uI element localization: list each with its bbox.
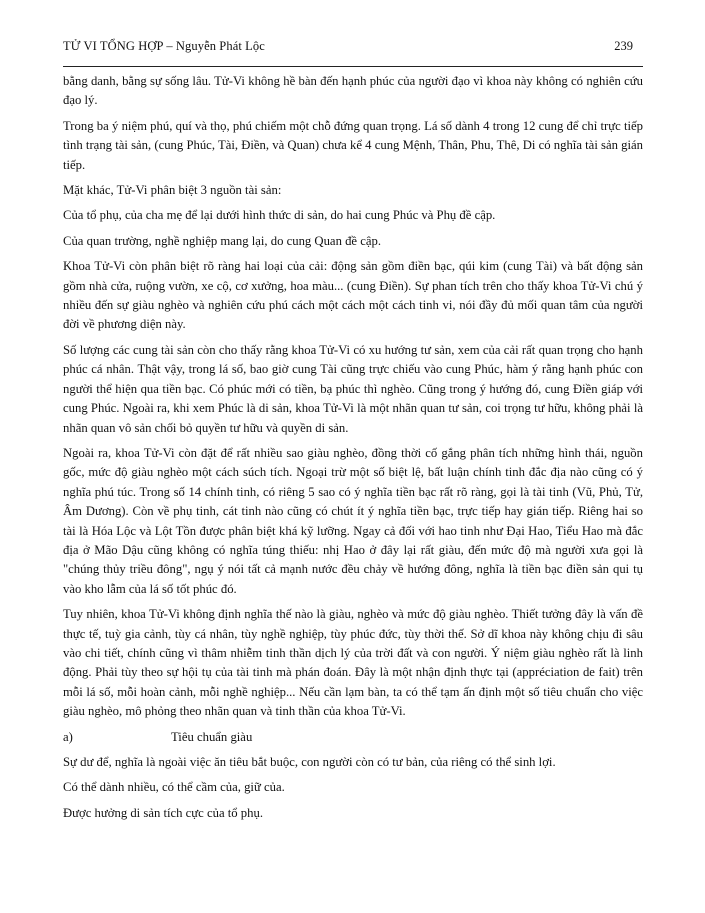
book-title: TỬ VI TỔNG HỢP – Nguyễn Phát Lộc xyxy=(63,39,265,53)
paragraph: Ngoài ra, khoa Tử-Vi còn đặt để rất nhiều sao giàu nghèo, đồng thời cố gắng phân tích những hình thái, nguồn gốc, mức độ giàu nghèo một cách súch tích. Ngoại trừ một số biệt lệ, bất luận chính tinh đắc địa nào cũng có ý nghĩa phú túc. Trong số 14 chính tinh, có riêng 5 sao có ý nghĩa tiền bạc rất rõ ràng, gọi là tài tinh (Vũ, Phủ, Tử, Âm Dương). Còn về phụ tinh, cát tinh nào cũng có chút ít ý nghĩa tiền bạc, trực tiếp hay gián tiếp. Riêng hai so tài là Hóa Lộc và Lột Tồn được phân biệt khá kỹ lưỡng. Ngay cả đối với hao tinh như Đại Hao, Tiểu Hao mà đắc địa ở Mão Dậu cũng không có nghĩa túng thiếu: nhị Hao ở đây lại rất giàu, đến mức độ mà người xưa gọi là "chúng thủy triều đông", ngụ ý nói tất cả mạnh nước đều chảy về hướng đông, nghĩa là tiền bạc điền sản qui tụ vào kho lẫm của lá số tốt phúc đó. xyxy=(63,445,643,596)
page-number: 239 xyxy=(614,39,633,53)
paragraph: Có thể dành nhiều, có thể cầm của, giữ của. xyxy=(63,780,285,795)
body-text xyxy=(63,72,643,823)
paragraph: Của quan trường, nghề nghiệp mang lại, do cung Quan đề cập. xyxy=(63,233,382,248)
paragraph: bằng danh, bằng sự sống lâu. Tử-Vi không hề bàn đến hạnh phúc của người đạo vì khoa này không có nghiên cứu đạo lý. xyxy=(63,74,643,108)
list-marker: a) xyxy=(63,729,73,744)
paragraph: Mặt khác, Tử-Vi phân biệt 3 nguồn tài sản: xyxy=(63,183,282,198)
list-heading-text: Tiêu chuẩn giàu xyxy=(171,729,253,744)
list-heading xyxy=(63,728,643,747)
paragraph: Của tổ phụ, của cha mẹ để lại dưới hình thức di sản, do hai cung Phúc và Phụ đề cập. xyxy=(63,208,496,223)
running-header xyxy=(63,38,643,67)
document-page xyxy=(63,38,643,829)
paragraph: Sự dư để, nghĩa là ngoài việc ăn tiêu bắt buộc, con người còn có tư bản, của riêng có thể sinh lợi. xyxy=(63,755,556,769)
paragraph: Số lượng các cung tài sản còn cho thấy rằng khoa Tử-Vi có xu hướng tư sản, xem của cải rất quan trọng cho hạnh phúc cá nhân. Thật vậy, trong lá số, bao giờ cung Tài cũng trực chiếu vào cung Phúc, hàm ý rằng hạnh phúc con người thể hiện qua tiền bạc. Có phúc mới có tiền, bạ phúc thì nghèo. Cũng trong ý hướng đó, cung Điền giáp với cung Phúc. Ngoài ra, khi xem Phúc là di sản, khoa Tử-Vi là một nhãn quan tư sản, coi trọng tư hữu, không phải là nhãn quan vô sản chối bỏ quyền tư hữu và quyền di sản. xyxy=(63,342,643,435)
paragraph: Tuy nhiên, khoa Tử-Vi không định nghĩa thế nào là giàu, nghèo và mức độ giàu nghèo. Thiết tưởng đây là vấn đề thực tế, tuỳ gia cảnh, tùy cá nhân, tùy nghề nghiệp, tùy phúc đức, tùy thời thế. Sở dĩ khoa này không chịu đi sâu vào chi tiết, chính cũng vì thâm nhiễm tinh thần dịch lý của trời đất và con người. Ý niệm giàu nghèo rất là linh động. Phải tùy theo sự hội tụ của tài tinh mà phán đoán. Đây là một nhận định thực tại (appréciation de fait) trên mỗi lá số, mỗi hoàn cảnh, mỗi nghề nghiệp... Nếu cần lạm bàn, ta có thể tạm ấn định một số tiêu chuẩn cho việc giàu nghèo, mô phỏng theo nhãn quan và tinh thần của khoa Tử-Vi. xyxy=(63,607,643,719)
paragraph: Khoa Tử-Vi còn phân biệt rõ ràng hai loại của cải: động sản gồm điền bạc, qúi kim (cung Tài) và bất động sản gồm nhà cửa, ruộng vườn, xe cộ, cơ xưởng, hoa màu... (cung Điền). Sự phan tích trên cho thấy khoa Tử-Vi chú ý nhiều đến sự giàu nghèo và nghiên cứu phú cách một cách một cách tinh vi, nói đầy đủ mối quan tâm của người đời về phương diện này. xyxy=(63,259,643,332)
paragraph: Được hưởng di sản tích cực của tổ phụ. xyxy=(63,805,263,820)
paragraph: Trong ba ý niệm phú, quí và thọ, phú chiếm một chỗ đứng quan trọng. Lá số dành 4 trong 12 cung để chỉ trực tiếp tình trạng tài sản, (cung Phúc, Tài, Điền, và Quan) chưa kể 4 cung Mệnh, Thân, Phu, Thê, Di có nghĩa tài sản gián tiếp. xyxy=(63,118,643,172)
